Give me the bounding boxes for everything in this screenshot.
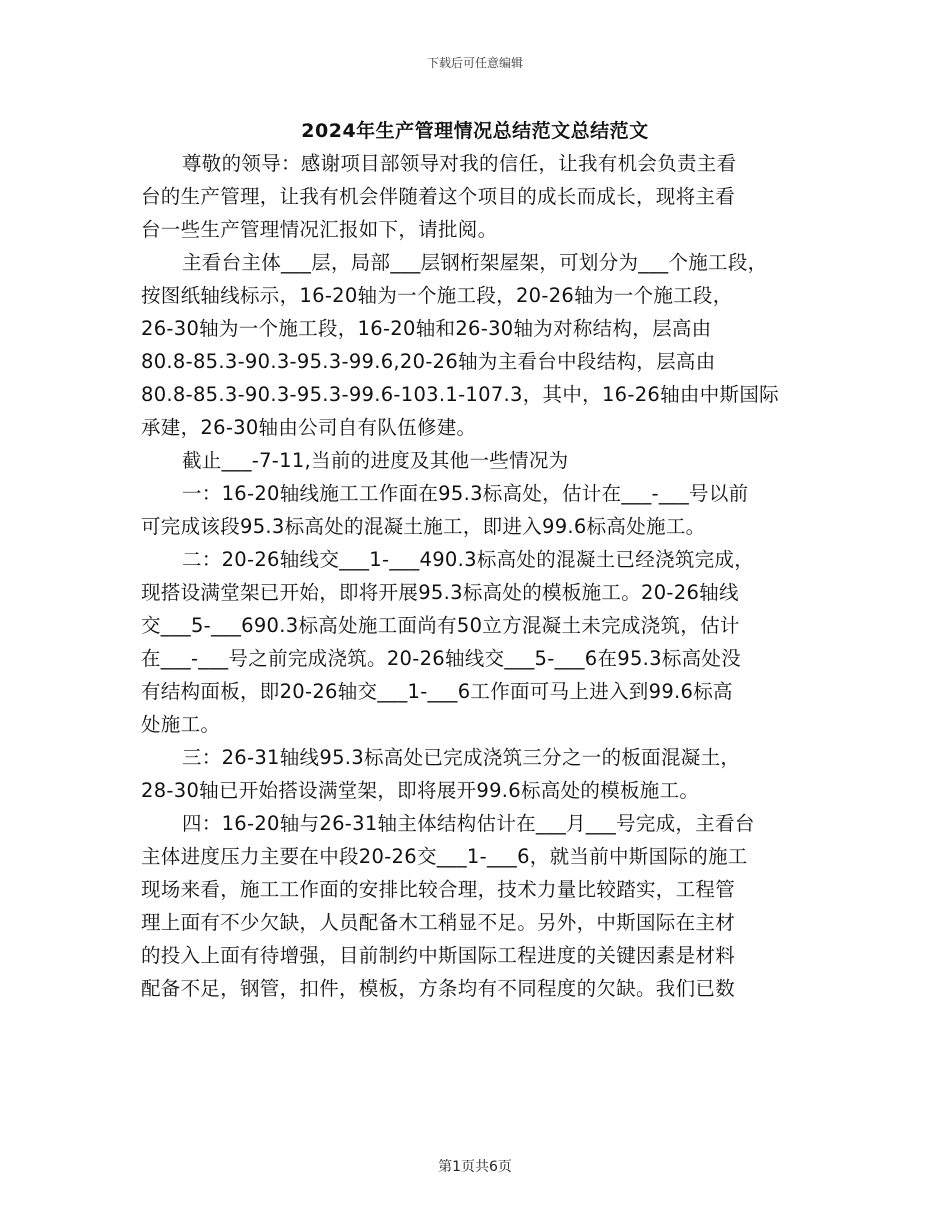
body-text-line: 配备不足，钢管，扣件，模板，方条均有不同程度的欠缺。我们已数 <box>141 977 736 1000</box>
body-text-line: 一：16-20轴线施工工作面在95.3标高处，估计在___-___号以前 <box>182 482 749 505</box>
body-text-line: 四：16-20轴与26-31轴主体结构估计在___月___号完成，主看台 <box>182 812 755 835</box>
body-text-line: 承建，26-30轴由公司自有队伍修建。 <box>141 416 477 439</box>
body-text-line: 80.8-85.3-90.3-95.3-99.6-103.1-107.3，其中，16-26轴由中斯国际 <box>141 383 779 406</box>
body-text-line: 现搭设满堂架已开始，即将开展95.3标高处的模板施工。20-26轴线 <box>141 581 739 604</box>
body-text-line: 有结构面板，即20-26轴交___1-___6工作面可马上进入到99.6标高 <box>141 680 733 703</box>
body-text-line: 处施工。 <box>141 713 221 736</box>
body-text-line: 主体进度压力主要在中段20-26交___1-___6，就当前中斯国际的施工 <box>141 845 748 868</box>
body-text-line: 尊敬的领导：感谢项目部领导对我的信任，让我有机会负责主看 <box>182 152 737 175</box>
body-text-line: 在___-___号之前完成浇筑。20-26轴线交___5-___6在95.3标高处没 <box>141 647 742 670</box>
page-number-footer: 第1页共6页 <box>438 1159 512 1175</box>
body-text-line: 28-30轴已开始搭设满堂架，即将展开99.6标高处的模板施工。 <box>141 779 700 802</box>
body-text-line: 现场来看，施工工作面的安排比较合理，技术力量比较踏实，工程管 <box>141 878 736 901</box>
body-text-line: 的投入上面有待增强，目前制约中斯国际工程进度的关键因素是材料 <box>141 944 736 967</box>
body-text-line: 台的生产管理，让我有机会伴随着这个项目的成长而成长，现将主看 <box>141 185 736 208</box>
body-text-line: 交___5-___690.3标高处施工面尚有50立方混凝土未完成浇筑，估计 <box>141 614 740 637</box>
body-text-line: 主看台主体___层，局部___层钢桁架屋架，可划分为___个施工段， <box>182 251 768 274</box>
body-text-line: 80.8-85.3-90.3-95.3-99.6,20-26轴为主看台中段结构，层高由 <box>141 350 716 373</box>
body-text-line: 理上面有不少欠缺，人员配备木工稍显不足。另外，中斯国际在主材 <box>141 911 736 934</box>
document-body <box>141 147 811 1005</box>
body-text-line: 台一些生产管理情况汇报如下，请批阅。 <box>141 218 498 241</box>
body-text-line: 截止___-7-11,当前的进度及其他一些情况为 <box>182 449 569 472</box>
header-note: 下载后可任意编辑 <box>426 56 523 70</box>
body-text-line: 按图纸轴线标示，16-20轴为一个施工段，20-26轴为一个施工段， <box>141 284 733 307</box>
body-text-line: 26-30轴为一个施工段，16-20轴和26-30轴为对称结构，层高由 <box>141 317 712 340</box>
body-text-line: 二：20-26轴线交___1-___490.3标高处的混凝土已经浇筑完成， <box>182 548 755 571</box>
body-text-line: 可完成该段95.3标高处的混凝土施工，即进入99.6标高处施工。 <box>141 515 706 538</box>
document-title: 2024年生产管理情况总结范文总结范文 <box>301 120 649 142</box>
body-text-line: 三：26-31轴线95.3标高处已完成浇筑三分之一的板面混凝土， <box>182 746 741 769</box>
